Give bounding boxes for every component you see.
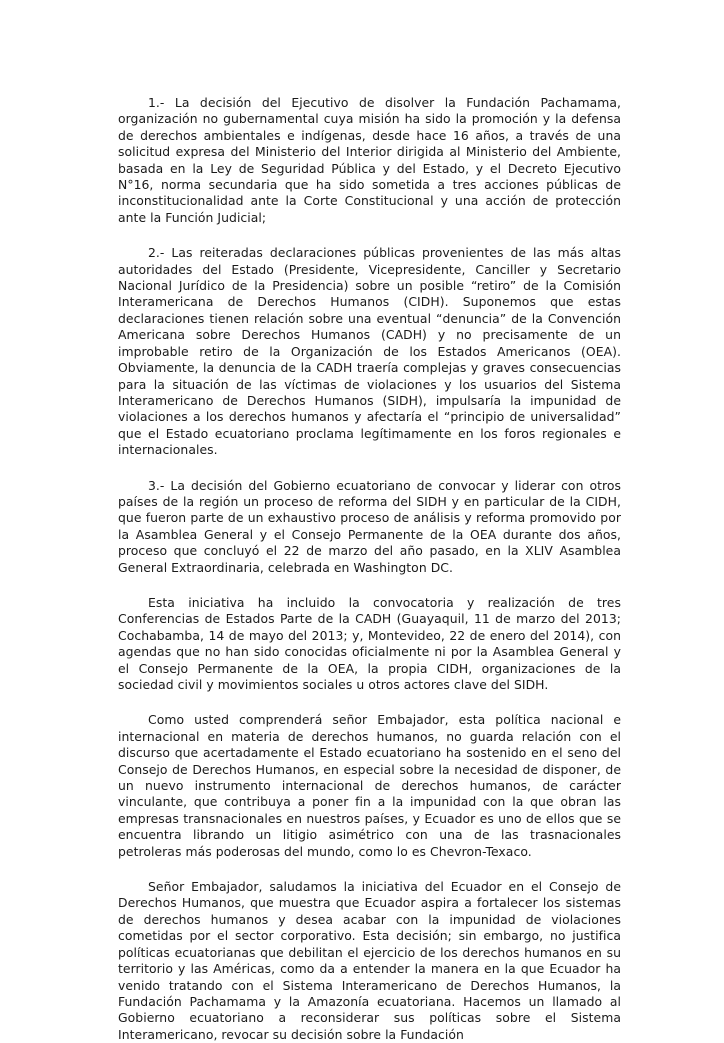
paragraph-point-1: 1.- La decisión del Ejecutivo de disolver la Fundación Pachamama, organización no gubernamental cuya misión ha sido la promoción y la defensa de derechos ambientales e indígenas, desde hace 16 años, a través de una solicitud expresa del Ministerio del Interior dirigida al Ministerio del Ambiente, basada en la Ley de Seguridad Pública y del Estado, y el Decreto Ejecutivo N°16, norma secundaria que ha sido sometida a tres acciones públicas de inconstitucionalidad ante la Corte Constitucional y una acción de protección ante la Función Judicial; [118, 95, 621, 225]
paragraph-point-2: 2.- Las reiteradas declaraciones públicas provenientes de las más altas autoridades del Estado (Presidente, Vicepresidente, Canciller y Secretario Nacional Jurídico de la Presidencia) sobre un posible “retiro” de la Comisión Interamericana de Derechos Humanos (CIDH). Suponemos que estas declaraciones tienen relación sobre una eventual “denuncia” de la Convención Americana sobre Derechos Humanos (CADH) y no precisamente de un improbable retiro de la Organización de los Estados Americanos (OEA). Obviamente, la denuncia de la CADH traería complejas y graves consecuencias para la situación de las víctimas de violaciones y los usuarios del Sistema Interamericano de Derechos Humanos (SIDH), impulsaría la impunidad de violaciones a los derechos humanos y afectaría el “principio de universalidad” que el Estado ecuatoriano proclama legítimamente en los foros regionales e internacionales. [118, 245, 621, 458]
paragraph-human-rights-policy: Como usted comprenderá señor Embajador, esta política nacional e internacional en materia de derechos humanos, no guarda relación con el discurso que acertadamente el Estado ecuatoriano ha sostenido en el seno del Consejo de Derechos Humanos, en especial sobre la necesidad de disponer, de un nuevo instrumento internacional de derechos humanos, de carácter vinculante, que contribuya a poner fin a la impunidad con la que obran las empresas transnacionales en nuestros países, y Ecuador es uno de ellos que se encuentra librando un litigio asimétrico con una de las trasnacionales petroleras más poderosas del mundo, como lo es Chevron-Texaco. [118, 712, 621, 859]
paragraph-conferences: Esta iniciativa ha incluido la convocatoria y realización de tres Conferencias de Estados Parte de la CADH (Guayaquil, 11 de marzo del 2013; Cochabamba, 14 de mayo del 2013; y, Montevideo, 22 de enero del 2014), con agendas que no han sido conocidas oficialmente ni por la Asamblea General y el Consejo Permanente de la OEA, la propia CIDH, organizaciones de la sociedad civil y movimientos sociales u otros actores clave del SIDH. [118, 594, 621, 692]
paragraph-call-to-action: Señor Embajador, saludamos la iniciativa del Ecuador en el Consejo de Derechos Humanos, que muestra que Ecuador aspira a fortalecer los sistemas de derechos humanos y desea acabar con la impunidad de violaciones cometidas por el sector corporativo. Esta decisión; sin embargo, no justifica políticas ecuatorianas que debilitan el ejercicio de los derechos humanos en su territorio y las Américas, como da a entender la manera en la que Ecuador ha venido tratando con el Sistema Interamericano de Derechos Humanos, la Fundación Pachamama y la Amazonía ecuatoriana. Hacemos un llamado al Gobierno ecuatoriano a reconsiderar sus políticas sobre el Sistema Interamericano, revocar su decisión sobre la Fundación [118, 879, 621, 1042]
paragraph-point-3: 3.- La decisión del Gobierno ecuatoriano de convocar y liderar con otros países de la región un proceso de reforma del SIDH y en particular de la CIDH, que fueron parte de un exhaustivo proceso de análisis y reforma promovido por la Asamblea General y el Consejo Permanente de la OEA durante dos años, proceso que concluyó el 22 de marzo del año pasado, en la XLIV Asamblea General Extraordinaria, celebrada en Washington DC. [118, 477, 621, 575]
